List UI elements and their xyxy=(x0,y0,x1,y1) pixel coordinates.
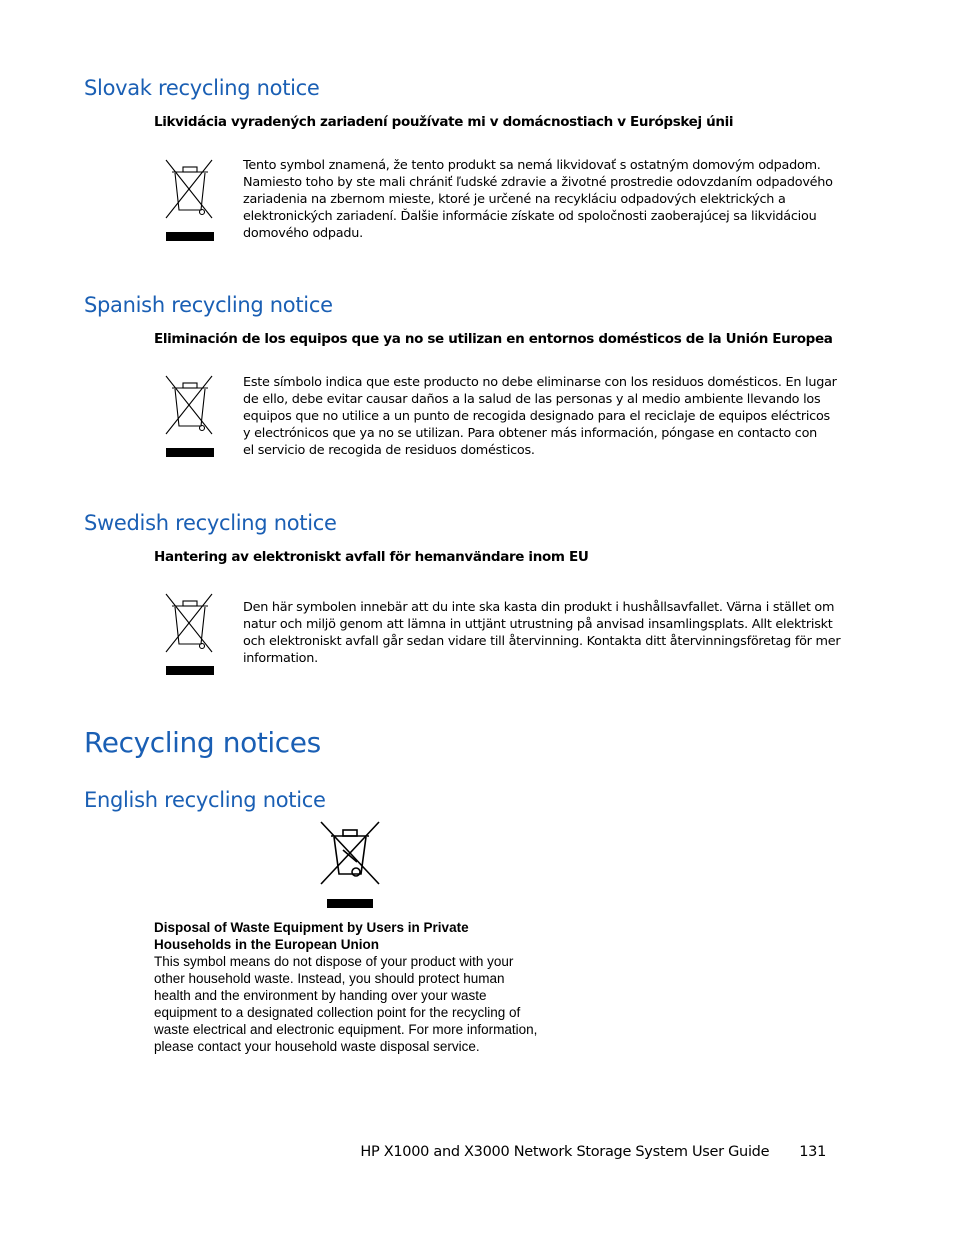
spanish-body: Este símbolo indica que este producto no debe eliminarse con los residuos domésticos. En lugar de ello, debe evitar causar daños a la salud de las personas y al medio ambiente llevando los equipos que no utilice a un punto de recogida designado para el reciclaje de equipos eléctricos y electrónicos que ya no se utilizan. Para obtener más información, póngase en contacto con el servicio de recogida de residuos domésticos. xyxy=(243,375,837,458)
spanish-heading: Spanish recycling notice xyxy=(84,293,333,317)
crossed-out-wheeled-bin-icon xyxy=(164,592,216,676)
swedish-subheading: Hantering av elektroniskt avfall för hemanvändare inom EU xyxy=(154,549,589,565)
footer-title: HP X1000 and X3000 Network Storage System User Guide xyxy=(360,1144,770,1160)
english-heading: English recycling notice xyxy=(84,788,326,812)
english-body: Disposal of Waste Equipment by Users in Private Households in the European Union This symbol means do not dispose of your product with your other household waste. Instead, you should protect human health and the environment by handing over your waste equipment to a designated collection point for the recycling of waste electrical and electronic equipment. For more information, please contact your household waste disposal service. xyxy=(154,920,538,1054)
crossed-out-wheeled-bin-icon xyxy=(164,374,216,458)
slovak-heading: Slovak recycling notice xyxy=(84,76,320,100)
chapter-title: Recycling notices xyxy=(84,726,321,759)
slovak-subheading: Likvidácia vyradených zariadení používate mi v domácnostiach v Európskej únii xyxy=(154,114,734,130)
slovak-body: Tento symbol znamená, že tento produkt sa nemá likvidovať s ostatným domovým odpadom. Namiesto toho by ste mali chrániť ľudské zdravie a životné prostredie odovzdaním odpadového zariadenia na zbernom mieste, ktoré je určené na recykláciu odpadových elektrických a elektronických zariadení. Ďalšie informácie získate od spoločnosti zaoberajúcej sa likvidáciou domového odpadu. xyxy=(243,158,833,241)
spanish-subheading: Eliminación de los equipos que ya no se utilizan en entornos domésticos de la Unión Europea xyxy=(154,331,833,347)
swedish-body: Den här symbolen innebär att du inte ska kasta din produkt i hushållsavfallet. Värna i stället om natur och miljö genom att lämna in uttjänt utrustning på anvisad insamlingsplats. Allt elektriskt och elektroniskt avfall går sedan vidare till återvinning. Kontakta ditt återvinningsföretag för mer information. xyxy=(243,600,841,666)
page-number: 131 xyxy=(799,1144,826,1160)
crossed-out-wheeled-bin-icon xyxy=(164,158,216,242)
crossed-out-wheeled-bin-icon xyxy=(319,820,381,910)
page-footer xyxy=(0,1144,826,1160)
swedish-heading: Swedish recycling notice xyxy=(84,511,337,535)
